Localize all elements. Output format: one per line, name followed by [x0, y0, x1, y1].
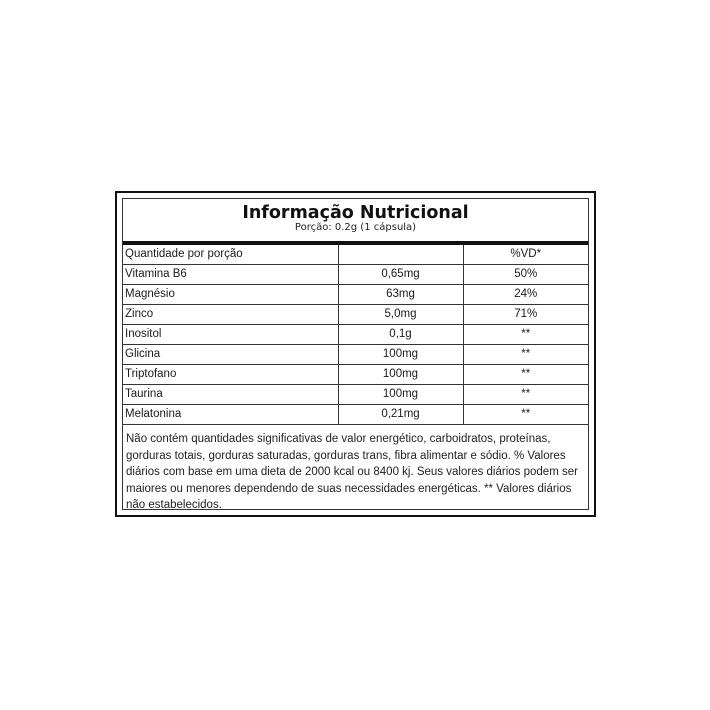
- serving-size: Porção: 0.2g (1 cápsula): [294, 222, 417, 233]
- nutrient-name: Inositol: [123, 325, 338, 345]
- table-row: [123, 285, 588, 305]
- nutrient-amount: 0,65mg: [338, 265, 463, 285]
- nutrient-name: Zinco: [123, 305, 338, 325]
- nutrient-name: Magnésio: [123, 285, 338, 305]
- nutrient-name: Glicina: [123, 345, 338, 365]
- table-header-row: [123, 245, 588, 265]
- table-row: [123, 405, 588, 425]
- table-row: [123, 385, 588, 405]
- label-header: [123, 199, 588, 245]
- nutrient-name: Taurina: [123, 385, 338, 405]
- nutrient-table: [123, 245, 588, 425]
- nutrition-facts-label: [115, 191, 596, 517]
- nutrient-amount: 0,1g: [338, 325, 463, 345]
- nutrient-daily-value: **: [463, 325, 588, 345]
- nutrient-daily-value: **: [463, 385, 588, 405]
- label-footnote: Não contém quantidades significativas de valor energético, carboidratos, proteínas, gorduras totais, gorduras saturadas, gorduras trans, fibra alimentar e sódio. % Valores diários com base em uma dieta de 2000 kcal ou 8400 kj. Seus valores diários podem ser maiores ou menores dependendo de suas necessidades energéticas. ** Valores diários não estabelecidos.: [126, 433, 578, 511]
- table-row: [123, 365, 588, 385]
- nutrient-amount: 63mg: [338, 285, 463, 305]
- nutrient-name: Melatonina: [123, 405, 338, 425]
- nutrient-amount: 0,21mg: [338, 405, 463, 425]
- header-daily-value: %VD*: [463, 245, 588, 265]
- nutrient-daily-value: **: [463, 345, 588, 365]
- nutrient-amount: 5,0mg: [338, 305, 463, 325]
- nutrient-daily-value: **: [463, 365, 588, 385]
- nutrient-amount: 100mg: [338, 385, 463, 405]
- label-inner-frame: [122, 198, 589, 510]
- nutrient-daily-value: **: [463, 405, 588, 425]
- table-row: [123, 345, 588, 365]
- label-title: Informação Nutricional: [242, 203, 469, 223]
- table-row: [123, 305, 588, 325]
- nutrient-daily-value: 50%: [463, 265, 588, 285]
- nutrient-amount: 100mg: [338, 345, 463, 365]
- header-nutrient: Quantidade por porção: [123, 245, 338, 265]
- table-row: [123, 265, 588, 285]
- nutrient-amount: 100mg: [338, 365, 463, 385]
- nutrient-daily-value: 71%: [463, 305, 588, 325]
- nutrient-name: Triptofano: [123, 365, 338, 385]
- header-amount: [338, 245, 463, 265]
- table-row: [123, 325, 588, 345]
- nutrient-name: Vitamina B6: [123, 265, 338, 285]
- nutrient-daily-value: 24%: [463, 285, 588, 305]
